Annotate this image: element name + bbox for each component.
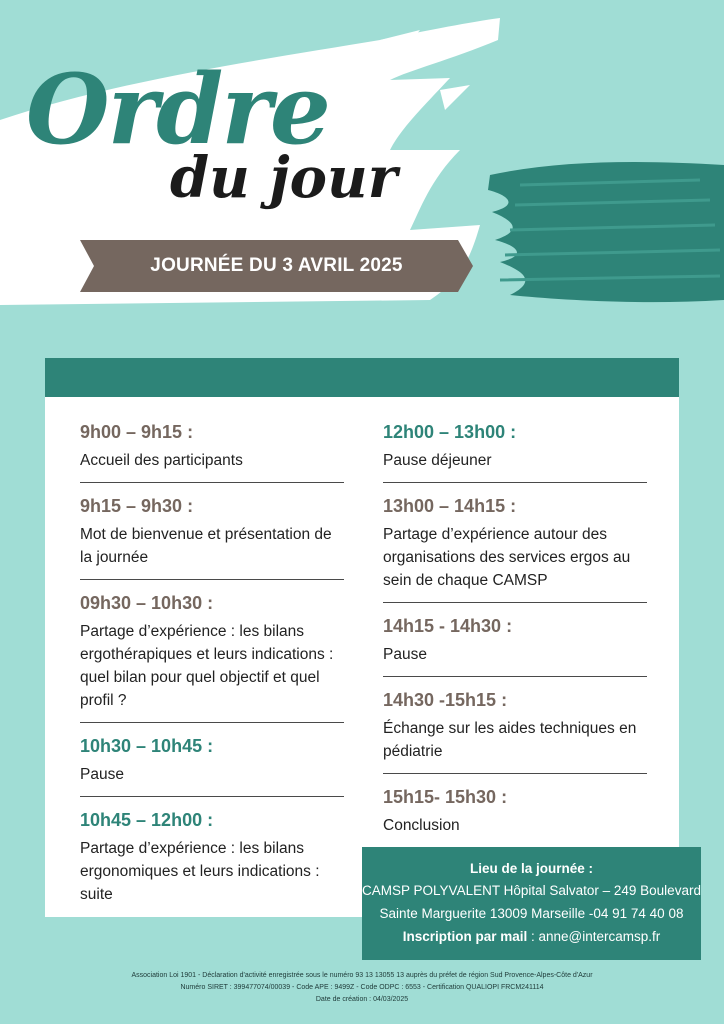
schedule-item [80,493,344,580]
footer-legal [0,970,724,1006]
schedule-item [80,590,344,723]
venue-address-line1: CAMSP POLYVALENT Hôpital Salvator – 249 Boulevard [362,883,701,898]
schedule-item [383,784,647,847]
schedule-description: Partage d’expérience : les bilans ergonomiques et leurs indications : suite [80,840,320,903]
schedule-time: 14h30 -15h15 : [383,690,508,710]
footer-line-association: Association Loi 1901 - Déclaration d'activité enregistrée sous le numéro 93 13 13055 13 auprès du préfet de région Sud Provence-Alpes-Côte d'Azur [131,972,593,979]
schedule-time: 9h00 – 9h15 : [80,422,194,442]
schedule-item [80,419,344,483]
schedule-description: Conclusion [383,817,460,834]
schedule-time: 10h45 – 12h00 : [80,810,214,830]
schedule-time: 15h15- 15h30 : [383,787,508,807]
footer-line-date: Date de création : 04/03/2025 [315,996,409,1003]
registration-line [362,925,701,948]
schedule-column-right [383,419,647,857]
schedule-column-left [80,419,344,926]
title-ordre: Ordre [26,53,329,166]
venue-box [362,847,701,960]
schedule-header-bar [45,358,679,397]
schedule-description: Pause [80,766,124,783]
registration-email[interactable]: : anne@intercamsp.fr [527,929,661,944]
venue-title: Lieu de la journée : [469,861,594,876]
schedule-item [383,613,647,677]
footer-line-siret: Numéro SIRET : 399477074/00039 - Code APE : 9499Z - Code ODPC : 6553 - Certification QUALIOPI FRCM241114 [180,984,544,991]
schedule-description: Échange sur les aides techniques en pédiatrie [383,720,637,760]
schedule-item [383,419,647,483]
venue-address-line2: Sainte Marguerite 13009 Marseille -04 91 74 40 08 [379,906,684,921]
schedule-time: 10h30 – 10h45 : [80,736,214,756]
schedule-description: Pause [383,646,427,663]
schedule-description: Mot de bienvenue et présentation de la journée [80,526,332,566]
title-du-jour: du jour [170,145,398,211]
schedule-description: Partage d’expérience : les bilans ergothérapiques et leurs indications : quel bilan pour quel objectif et quel profil ? [80,623,334,709]
schedule-item [80,807,344,916]
schedule-card [45,397,679,917]
banner-text: JOURNÉE DU 3 AVRIL 2025 [150,255,403,276]
schedule-time: 14h15 - 14h30 : [383,616,513,636]
registration-label: Inscription par mail [402,929,528,944]
schedule-description: Partage d’expérience autour des organisations des services ergos au sein de chaque CAMSP [383,526,631,589]
schedule-time: 9h15 – 9h30 : [80,496,194,516]
date-banner [80,240,473,292]
schedule-item [383,687,647,774]
schedule-item [80,733,344,797]
schedule-description: Accueil des participants [80,452,243,469]
schedule-time: 09h30 – 10h30 : [80,593,214,613]
schedule-time: 12h00 – 13h00 : [383,422,517,442]
schedule-item [383,493,647,603]
schedule-description: Pause déjeuner [383,452,492,469]
schedule-time: 13h00 – 14h15 : [383,496,517,516]
